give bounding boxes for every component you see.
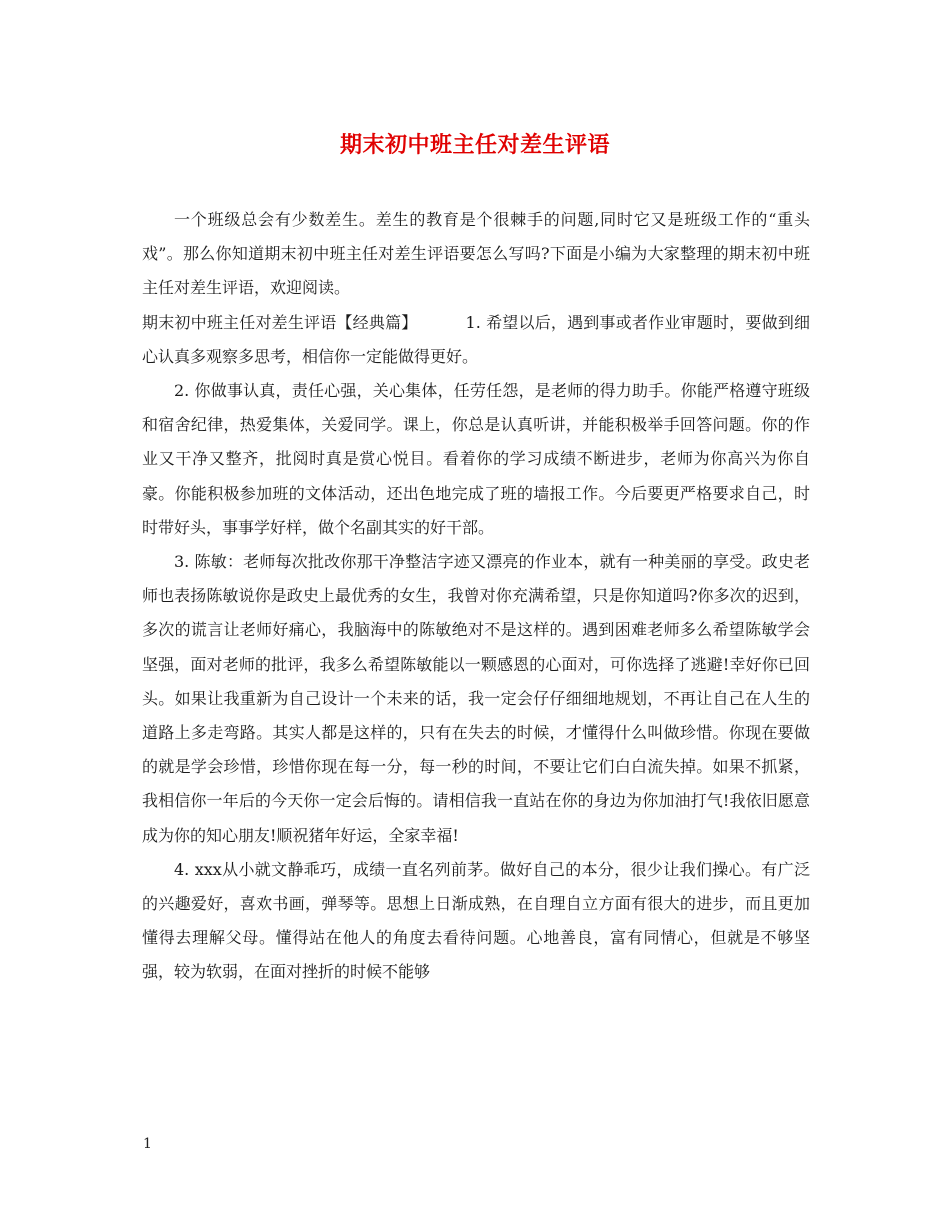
section-heading: 期末初中班主任对差生评语【经典篇】 <box>142 312 418 332</box>
intro-paragraph: 一个班级总会有少数差生。差生的教育是个很棘手的问题,同时它又是班级工作的“重头戏”。那么你知道期末初中班主任对差生评语要怎么写吗?下面是小编为大家整理的期末初中班主任对差生评语，欢迎阅读。 <box>142 210 810 298</box>
document-title: 期末初中班主任对差生评语 <box>339 133 610 158</box>
comment-3: 3. 陈敏：老师每次批改你那干净整洁字迹又漂亮的作业本，就有一种美丽的享受。政史老师也表扬陈敏说你是政史上最优秀的女生，我曾对你充满希望，只是你知道吗?你多次的迟到，多次的谎言让老师好痛心，我脑海中的陈敏绝对不是这样的。遇到困难老师多么希望陈敏学会坚强，面对老师的批评，我多么希望陈敏能以一颗感恩的心面对，可你选择了逃避!幸好你已回头。如果让我重新为自己设计一个未来的话，我一定会仔仔细细地规划，不再让自己在人生的道路上多走弯路。其实人都是这样的，只有在失去的时候，才懂得什么叫做珍惜。你现在要做的就是学会珍惜，珍惜你现在每一分，每一秒的时间，不要让它们白白流失掉。如果不抓紧，我相信你一年后的今天你一定会后悔的。请相信我一直站在你的身边为你加油打气!我依旧愿意成为你的知心朋友!顺祝猪年好运，全家幸福! <box>142 552 810 845</box>
comment-4: 4. xxx从小就文静乖巧，成绩一直名列前茅。做好自己的本分，很少让我们操心。有广泛的兴趣爱好，喜欢书画，弹琴等。思想上日渐成熟，在自理自立方面有很大的进步，而且更加懂得去理解父母。懂得站在他人的角度去看待问题。心地善良，富有同情心，但就是不够坚强，较为软弱，在面对挫折的时候不能够 <box>142 859 810 982</box>
document-body <box>142 203 810 990</box>
comment-1: 1. 希望以后，遇到事或者作业审题时，要做到细心认真多观察多思考，相信你一定能做得更好。 <box>142 312 810 366</box>
section-paragraph <box>142 306 810 374</box>
comment-2: 2. 你做事认真，责任心强，关心集体，任劳任怨，是老师的得力助手。你能严格遵守班级和宿舍纪律，热爱集体，关爱同学。课上，你总是认真听讲，并能积极举手回答问题。你的作业又干净又整齐，批阅时真是赏心悦目。看着你的学习成绩不断进步，老师为你高兴为你自豪。你能积极参加班的文体活动，还出色地完成了班的墙报工作。今后要更严格要求自己，时时带好头，事事学好样，做个名副其实的好干部。 <box>142 381 810 537</box>
page-number: 1 <box>143 1136 152 1152</box>
